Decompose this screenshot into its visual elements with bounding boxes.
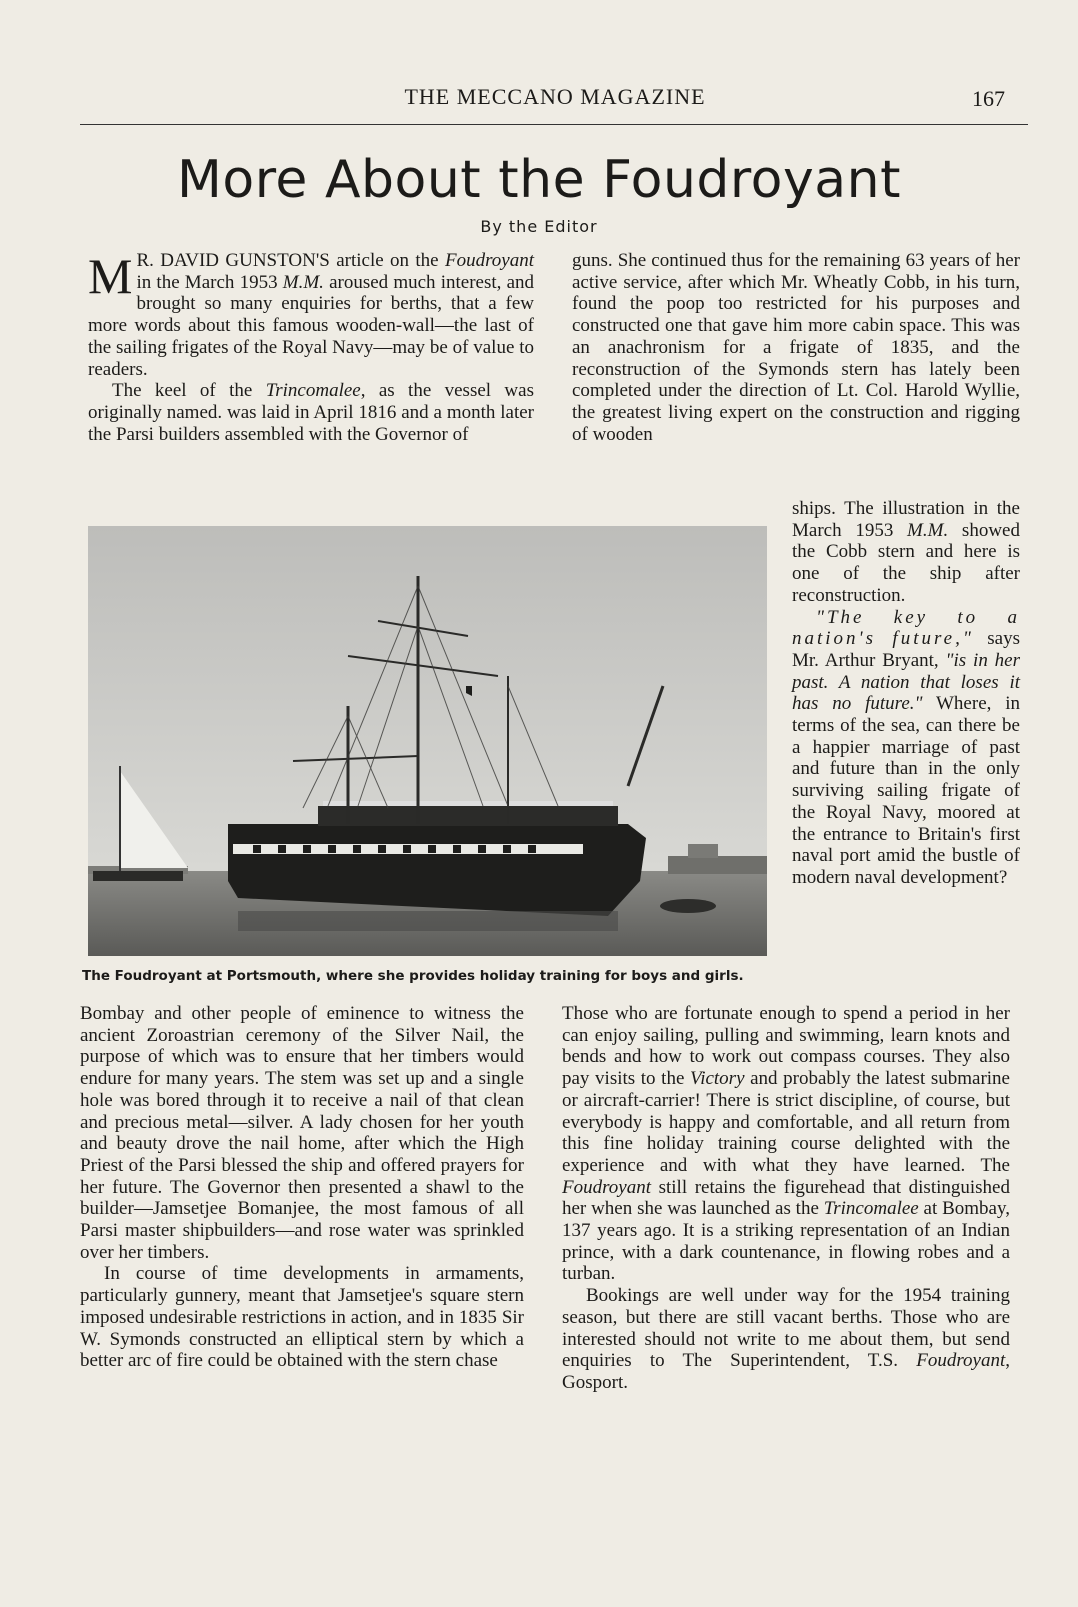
paragraph — [792, 607, 1020, 889]
paragraph — [562, 1003, 1010, 1285]
text-run: R. DAVID GUNSTON'S article on the — [136, 250, 445, 271]
ship-name: Foudroyant — [444, 250, 534, 271]
column-2-bottom — [562, 1003, 1010, 1394]
text-run: , Gosport. — [562, 1350, 1010, 1393]
paragraph: In course of time developments in armaments, particularly gunnery, meant that Jamsetjee's square stern imposed undesirable restrictions in action, and in 1835 Sir W. Symonds constructed an elliptical stern by which a better arc of fire could be obtained with the stern chase — [80, 1263, 524, 1372]
byline: By the Editor — [480, 217, 598, 236]
drop-cap: M — [88, 248, 133, 304]
text-run: aroused much interest, and brought so many enquiries for berths, that a few more words about this famous wooden-wall—the last of the sailing frigates of the Royal Navy—may be of value to readers. — [88, 271, 535, 380]
text-run: Bookings are well under way for the 1954 training season, but there are still vacant berths. Those who are interested should not write to me about them, but send enquiries to The Superintendent, T.S. — [562, 1285, 1010, 1372]
ship-name: Foudroyant — [562, 1176, 652, 1198]
text-run: Where, in terms of the sea, can there be a happier marriage of past and future than in the only surviving sailing frigate of the Royal Navy, moored at the entrance to Britain's first naval port amid the bustle of modern naval development? — [792, 693, 1020, 888]
paragraph: Bombay and other people of eminence to witness the ancient Zoroastrian ceremony of the Silver Nail, the purpose of which was to ensure that her timbers would endure for many years. The stem was set up and a single hole was bored through it to receive a nail of that clean and precious metal—silver. A lady chosen for her youth and beauty drove the nail home, after which the High Priest of the Parsi blessed the ship and offered prayers for her future. The Governor then presented a shawl to the builder—Jamsetjee Bomanjee, the most famous of all Parsi master shipbuilders—and rose water was sprinkled over her timbers. — [80, 1003, 524, 1263]
paragraph — [88, 380, 534, 445]
ship-name: Foudroyant — [916, 1350, 1006, 1372]
column-2-side — [792, 498, 1020, 889]
text-run: still retains the figurehead that distinguished her when she was launched as the — [562, 1176, 1010, 1220]
ship-name: Trincomalee — [265, 380, 361, 402]
column-1-bottom — [80, 1003, 524, 1372]
magazine-header: THE MECCANO MAGAZINE — [404, 84, 706, 109]
header-rule — [80, 124, 1028, 125]
ship-name: Victory — [690, 1068, 745, 1090]
text-run: The keel of the — [112, 380, 266, 402]
quote: "is in her past. A nation that loses it has no future." — [792, 649, 1020, 715]
article-title: More About the Foudroyant — [177, 150, 901, 210]
magazine-abbrev: M.M. — [907, 519, 949, 541]
ship-photo — [88, 526, 767, 956]
magazine-abbrev: M.M. — [282, 271, 324, 293]
paragraph — [88, 250, 534, 380]
column-1-top — [88, 250, 534, 445]
text-run: Those who are fortunate enough to spend a period in her can enjoy sailing, pulling and swimming, learn knots and bends and how to work out compass courses. They also pay visits to the — [562, 1003, 1010, 1090]
text-run: at Bombay, 137 years ago. It is a striking representation of an Indian prince, with a dark countenance, in flowing robes and a turban. — [562, 1198, 1010, 1285]
text-run: ships. The illustration in the March 1953 — [792, 498, 1020, 541]
page-number: 167 — [972, 86, 1005, 111]
foudroyant-ship-illustration — [88, 526, 767, 956]
column-2-top — [572, 250, 1020, 445]
paragraph — [792, 498, 1020, 607]
text-run: says Mr. Arthur Bryant, — [792, 628, 1020, 671]
text-run: and probably the latest submarine or aircraft-carrier! There is strict discipline, of course, but everybody is happy and comfortable, and all return from this fine holiday training course delighted with the experience and with what they have learned. The — [562, 1068, 1010, 1176]
quote: "The key to a nation's future," — [792, 606, 1020, 650]
paragraph — [562, 1285, 1010, 1394]
text-run: , as the vessel was originally named. was laid in April 1816 and a month later the Parsi builders assembled with the Governor of — [88, 380, 534, 445]
ship-name: Trincomalee — [823, 1198, 919, 1220]
text-run: showed the Cobb stern and here is one of the ship after reconstruction. — [792, 519, 1020, 606]
paragraph: guns. She continued thus for the remaining 63 years of her active service, after which Mr. Wheatly Cobb, in his turn, found the poop too restricted for his purposes and constructed one that gave him more cabin space. This was an anachronism for a frigate of 1835, and the reconstruction of the Symonds stern has lately been completed under the direction of Lt. Col. Harold Wyllie, the greatest living expert on the construction and rigging of wooden — [572, 250, 1020, 445]
text-run: in the March 1953 — [136, 271, 283, 293]
photo-caption: The Foudroyant at Portsmouth, where she provides holiday training for boys and girls. — [82, 968, 744, 984]
